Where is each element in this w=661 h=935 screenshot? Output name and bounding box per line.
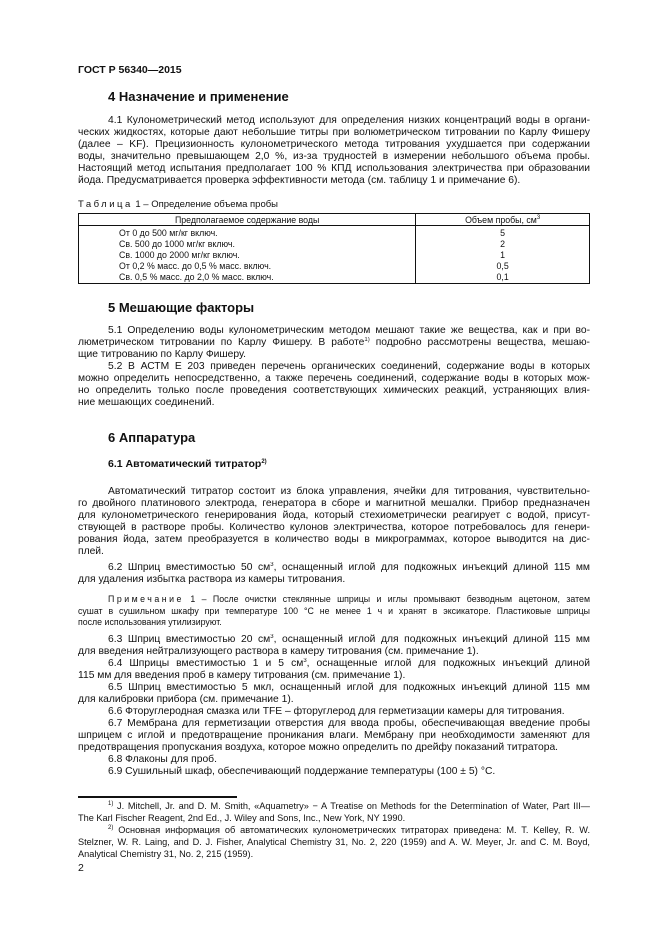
text-line: 6.9 Сушильный шкаф, обеспечивающий поддержание температуры (100 ± 5) °С. (108, 766, 496, 777)
footnote-mark: 1) (108, 801, 114, 807)
caption-label: Таблица (78, 199, 133, 210)
column-header: Предполагаемое содержание воды (79, 214, 416, 226)
text-span: 6.3 Шприц вместимостью 20 см (108, 634, 271, 645)
section-6-heading: 6 Аппаратура (108, 430, 196, 445)
paragraphs-6-3-to-6-9 (78, 634, 590, 778)
note-1 (78, 594, 590, 629)
text-line: для удаления избытка раствора из камеры титрования. (78, 574, 346, 585)
section-4-heading: 4 Назначение и применение (108, 89, 289, 104)
caption-text: 1 – Определение объема пробы (132, 199, 279, 210)
column-header (416, 214, 590, 226)
text-span: J. Mitchell, Jr. and D. M. Smith, «Aquametry» − A Treatise on Methods for the Determination of Water, Part III— (113, 801, 590, 811)
table-cell: 2 (416, 239, 590, 250)
text-line: предотвращения пропускания воздуха, которое можно определить по дрейфу показаний титратора. (78, 742, 559, 753)
text-line: Stelzner, W. R. Laing, and D. J. Fisher, Analytical Chemistry 31, No. 2, 220 (1959) and A. W. Meyer, Jr. and C. M. Boyd, (78, 837, 590, 847)
paragraph-6-1 (78, 486, 590, 586)
text-span: 6.2 Шприц вместимостью 50 см (108, 562, 271, 573)
text-line: рования йода, затем преобразуется в количество воды в микрограммах, которое выводится на дис- (78, 534, 590, 545)
table-row (79, 239, 590, 250)
text-span: люметрическом титровании по Карлу Фишеру. В работе (78, 337, 365, 348)
text-line: но определить только после проведения соответствующих химических реакций, устраняющих влия- (78, 385, 590, 396)
superscript: 3 (536, 214, 541, 221)
column-header-text: Объем пробы, см (465, 214, 537, 225)
table-cell: Св. 500 до 1000 мг/кг включ. (79, 239, 416, 250)
text-line: (далее – KF). Прецизионность кулонометрического метода титрования ухудшается при содержании (78, 139, 590, 150)
text-line: для калибровки прибора (см. примечание 1). (78, 694, 294, 705)
text-line: ствующей в растворе пробы. Количество кулонов электричества, которое потребовалось для генери- (78, 522, 590, 533)
text-line: The Karl Fischer Reagent, 2nd Ed., J. Wiley and Sons, Inc., New York, NY 1990. (78, 813, 406, 823)
section-5-heading: 5 Мешающие факторы (108, 300, 255, 315)
text-span: подробно рассмотрены вещества, мешаю- (375, 337, 590, 348)
text-line: йода. Предусматривается проверка эффективности метода (см. таблицу 1 и примечание 6). (78, 175, 521, 186)
text-line: 6.6 Фторуглеродная смазка или TFE – фторуглерод для герметизации камеры для титрования. (108, 706, 565, 717)
table-cell: 0,1 (416, 272, 590, 284)
page-number: 2 (78, 862, 84, 874)
text-line: Analytical Chemistry 31, No. 2, 215 (1959). (78, 849, 254, 859)
text-line: плей. (78, 546, 104, 557)
table-header-row (79, 214, 590, 226)
footnote-1 (78, 800, 590, 812)
text-line: для введения нейтрализующего раствора в камеру титрования (см. примечание 1). (78, 646, 479, 657)
note-label: Примечание (108, 594, 184, 604)
paragraph-4-1 (78, 115, 590, 187)
text-span: Основная информация об автоматических кулонометрических титраторах приведена: M. T. Kelley, R. W. (113, 825, 590, 835)
table-caption (78, 199, 590, 210)
text-line (78, 594, 590, 606)
text-span: 6.4 Шприцы вместимостью 1 и 5 см (108, 658, 304, 669)
paragraph-5 (78, 325, 590, 409)
text-line: Автоматический титратор состоит из блока управления, ячейки для титрования, чувствительно- (108, 486, 590, 497)
text-line: щие титрованию по Карлу Фишеру. (78, 349, 246, 360)
table-row (79, 261, 590, 272)
text-line: 5.2 В АСТМ Е 203 приведен перечень органических соединений, содержание воды в которых (108, 361, 590, 372)
table-row (79, 226, 590, 240)
text-line (78, 562, 590, 574)
footnote-ref: 1) (364, 337, 370, 343)
text-span: , оснащенные иглой для подкожных инъекций длиной (306, 658, 590, 669)
text-line: ческих жидкостях, которые дают небольшие титры при волюметрическом титровании по Карлу Фишеру (78, 127, 590, 138)
text-line: сушат в сушильном шкафу при температуре 100 °С не менее 1 ч и хранят в эксикаторе. Пластиковые шприцы (78, 605, 590, 616)
table-cell: 1 (416, 250, 590, 261)
table-row (79, 272, 590, 284)
text-line: 6.8 Флаконы для проб. (108, 754, 217, 765)
table-row (79, 250, 590, 261)
document-header: ГОСТ Р 56340—2015 (78, 64, 182, 76)
text-line (78, 658, 590, 670)
text-line (78, 337, 590, 349)
text-line: 4.1 Кулонометрический метод используют для определения низких концентраций воды в органи- (108, 115, 590, 126)
text-line: 5.1 Определению воды кулонометрическим методом мешают такие же вещества, как и при во- (108, 325, 590, 336)
text-line: 6.7 Мембрана для герметизации отверстия для ввода пробы, обеспечивающая введение пробы (108, 718, 590, 729)
table-cell: Св. 1000 до 2000 мг/кг включ. (79, 250, 416, 261)
text-line: после использования утилизируют. (78, 617, 222, 627)
table-cell: От 0,2 % масс. до 0,5 % масс. включ. (79, 261, 416, 272)
table-cell: Св. 0,5 % масс. до 2,0 % масс. включ. (79, 272, 416, 284)
sample-volume-table (78, 213, 590, 284)
text-line: 115 мм для введения проб в камеру титрования (см. примечание 1). (78, 670, 406, 681)
subsection-6-1-heading (108, 458, 267, 470)
superscript: 3 (270, 562, 274, 568)
text-line: Настоящий метод испытания предполагает 100 % КПД использования электричества при образовании (78, 163, 590, 174)
footnote-mark: 2) (108, 825, 114, 831)
table-cell: 0,5 (416, 261, 590, 272)
subsection-title: 6.1 Автоматический титратор (108, 458, 262, 470)
text-line (78, 634, 590, 646)
footnote-ref: 2) (261, 459, 267, 465)
footnotes (78, 800, 590, 860)
table-cell: От 0 до 500 мг/кг включ. (79, 226, 416, 240)
text-line: го двойного платинового электрода, генератора в сборе и магнитной мешалки. Прибор предназначен (78, 498, 590, 509)
text-line: 6.5 Шприц вместимостью 5 мкл, оснащенный иглой для подкожных инъекций длиной 115 мм (108, 682, 590, 693)
footnote-2 (78, 824, 590, 836)
text-line: можно определить непосредственно, а также перечень соединений, содержание воды в которых мож- (78, 373, 590, 384)
text-line: воды, значительно превышающем 2,0 %, из-за трудностей в измерении небольшого объема пробы. (78, 151, 590, 162)
text-line: ние мешающих соединений. (78, 397, 215, 408)
superscript: 3 (270, 634, 274, 640)
table-cell: 5 (416, 226, 590, 240)
text-span: , оснащенный иглой для подкожных инъекций длиной 115 мм (273, 562, 590, 573)
text-span: 1 – После очистки стеклянные шприцы и иглы промывают безводным ацетоном, затем (183, 594, 590, 604)
text-span: , оснащенный иглой для подкожных инъекций длиной 115 мм (273, 634, 590, 645)
footnote-divider (78, 796, 237, 798)
text-line: для кулонометрического генерирования йода, который стехиометрически реагирует с водой, присут- (78, 510, 590, 521)
text-line: шприцем с иглой и предотвращение проникания влаги. Мембрану при необходимости заменяют для (78, 730, 590, 741)
superscript: 3 (303, 658, 307, 664)
